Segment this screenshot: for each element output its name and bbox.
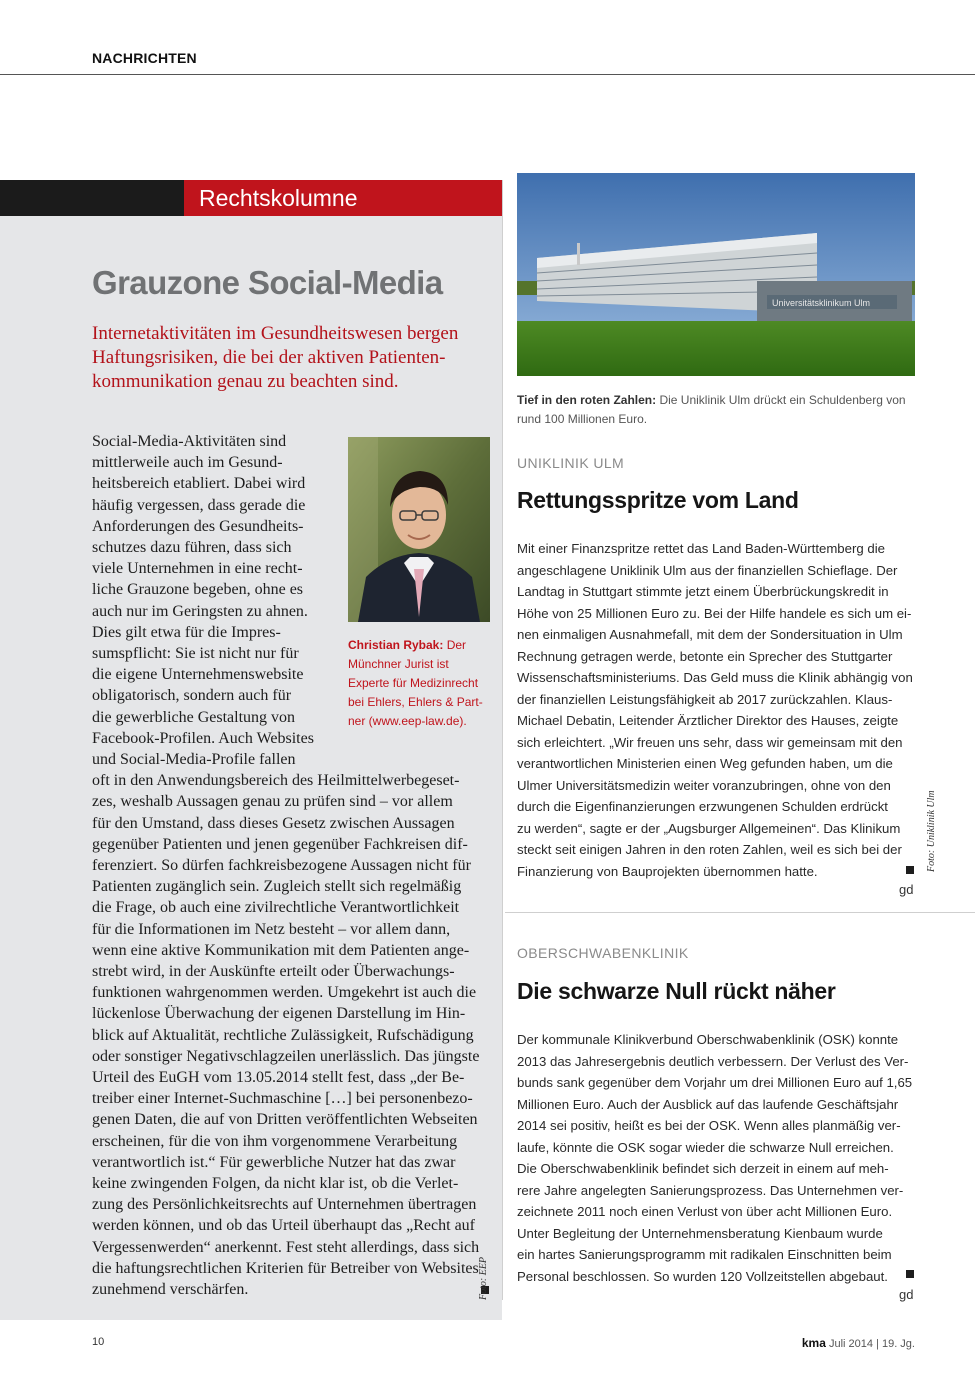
- body-line: Vergessenwerden“ anerkennt. Fest steht allerdings, dass sich: [92, 1238, 480, 1256]
- body-line: lückenlose Überwachung der eigenen Darstellung im Hin-: [92, 1005, 466, 1023]
- lead-line: Haftungsrisiken, die bei der aktiven Patienten-: [92, 347, 446, 368]
- body-line: zung des Persönlichkeitsrechts auf Unternehmen übertragen: [92, 1196, 477, 1214]
- photo-caption: [517, 391, 927, 429]
- page-number: 10: [92, 1336, 105, 1348]
- body-line: obligatorisch, sondern auch für: [92, 687, 292, 705]
- article-lead: [92, 322, 492, 394]
- body-line: Social-Media-Aktivitäten sind: [92, 433, 287, 450]
- body-line: erscheinen, für die von ihm vorgenommene Verarbeitung: [92, 1132, 458, 1150]
- body-line: schutzes dazu führen, dass sich: [92, 539, 292, 556]
- body-line: liche Grauzone begeben, ohne es: [92, 581, 304, 599]
- caption-line: ner (www.eep-law.de).: [348, 714, 467, 728]
- body-line: zes, weshalb Aussagen genau zu prüfen sind – vor allem: [92, 793, 453, 811]
- article-kicker: UNIKLINIK ULM: [517, 455, 625, 471]
- body-line: der finanziellen Leistungsfähigkeit ab 2017 zurückzahlen. Klaus-: [517, 691, 893, 707]
- rubric-bar-black: [0, 180, 184, 216]
- caption-line: Der: [443, 638, 467, 652]
- section-label: NACHRICHTEN: [92, 50, 197, 66]
- body-line: funktionen wahrgenommen werden. Umgekehrt ist auch die: [92, 984, 477, 1002]
- body-line: Unter Begleitung der Unternehmensberatung Kienbaum wurde: [517, 1225, 883, 1241]
- caption-line: Experte für Medizinrecht: [348, 676, 479, 690]
- body-line: steckt seit einigen Jahren in den roten Zahlen, weil es sich bei der: [517, 842, 902, 857]
- article-separator: [505, 912, 975, 913]
- body-line: Ulmer Universitätsmedizin weiter voranzubringen, ohne von den: [517, 777, 891, 793]
- body-line: zunehmend verschärfen.: [92, 1281, 249, 1298]
- caption-text: rund 100 Millionen Euro.: [517, 412, 648, 426]
- body-line: oft in den Anwendungsbereich des Heilmittelwerbegeset-: [92, 772, 460, 790]
- body-line: 2014 sei positiv, heißt es bei der OSK. Wenn alles planmäßig ver-: [517, 1118, 901, 1133]
- column-divider: [502, 180, 503, 1300]
- body-line: Urteil des EuGH vom 13.05.2014 stellt fest, dass „der Be-: [92, 1069, 465, 1086]
- body-line: die eigene Unternehmenswebsite: [92, 666, 304, 684]
- portrait-photo: [348, 437, 490, 622]
- body-line: die Frage, ob auch eine zivilrechtliche Verantwortlichkeit: [92, 899, 460, 917]
- body-line: treiber einer Internet-Suchmaschine […] bei personenbezo-: [92, 1090, 473, 1108]
- article-title: Grauzone Social-Media: [92, 264, 443, 301]
- body-line: Patienten zugänglich sein. Zugleich stellt sich regelmäßig: [92, 878, 462, 896]
- body-line: Höhe von 25 Millionen Euro zu. Bei der Hilfe handele es sich um ei-: [517, 605, 912, 621]
- caption-line: Münchner Jurist ist: [348, 657, 449, 671]
- body-line: oder sonstiger Negativschlagzeilen unerlässlich. Das jüngste: [92, 1047, 480, 1065]
- body-line: Wissenschaftsministeriums. Das Geld muss die Klinik abhängig von: [517, 670, 913, 685]
- header-rule: [0, 74, 975, 75]
- body-line: für die Informationen im Netz besteht – vor allem dann,: [92, 920, 451, 938]
- lead-line: Internetaktivitäten im Gesundheitswesen bergen: [92, 323, 459, 344]
- body-line: häufig vergessen, dass gerade die: [92, 496, 306, 514]
- body-line: die haftungsrechtlichen Kriterien für Betreiber von Websites: [92, 1259, 479, 1277]
- body-line: für den Umstand, dass dieses Gesetz zwischen Aussagen: [92, 814, 455, 832]
- body-line: gegenüber Patienten und jenen gegenüber Fachkreisen dif-: [92, 835, 468, 853]
- body-line: angeschlagene Uniklinik Ulm aus der finanziellen Schieflage. Der: [517, 562, 898, 578]
- article-title: Rettungsspritze vom Land: [517, 487, 799, 513]
- issue-info: Juli 2014 | 19. Jg.: [825, 1338, 915, 1350]
- body-line: die gewerbliche Gestaltung von: [92, 708, 296, 726]
- body-line: durch die Eigenfinanzierungen erzwungenen Schulden erdrückt: [517, 799, 888, 814]
- body-line: verantwortlich ist.“ Für gewerbliche Nutzer hat das zwar: [92, 1153, 456, 1171]
- body-line: viele Unternehmen in eine recht-: [92, 560, 303, 578]
- body-line: blick auf Aktualität, rechtliche Zulässigkeit, Rufschädigung: [92, 1026, 474, 1044]
- body-line: laufe, könnte die OSK sogar wieder die schwarze Null erreichen.: [517, 1139, 894, 1155]
- lead-line: kommunikation genau zu beachten sind.: [92, 371, 399, 392]
- body-line: ein hartes Sanierungsprogramm mit radikalen Einschnitten beim: [517, 1247, 892, 1262]
- article-title: Die schwarze Null rückt näher: [517, 978, 836, 1004]
- body-line: verantwortlichen Ministerien einen Weg gefunden haben, um die: [517, 756, 893, 771]
- body-line: Mit einer Finanzspritze rettet das Land Baden-Württemberg die: [517, 541, 885, 556]
- body-line: Anforderungen des Gesundheits-: [92, 517, 304, 535]
- body-line: rere Jahre angelegten Sanierungsprozess. Das Unternehmen ver-: [517, 1182, 904, 1198]
- end-mark: [906, 866, 914, 874]
- body-line: genen Daten, die auf von Dritten veröffentlichten Webseiten: [92, 1111, 478, 1129]
- brand-logo: kma: [801, 1336, 826, 1350]
- body-line: Die Oberschwabenklinik befindet sich derzeit in einem auf meh-: [517, 1161, 889, 1176]
- body-line: Michael Debatin, Leitender Ärztlicher Direktor des Hauses, zeigte: [517, 713, 899, 728]
- author-signature: gd: [899, 1287, 914, 1302]
- article-kicker: OBERSCHWABENKLINIK: [517, 945, 689, 961]
- footer-issue: [802, 1336, 915, 1350]
- body-line: Finanzierung von Bauprojekten übernommen hatte.: [517, 863, 818, 879]
- portrait-caption: [348, 636, 493, 731]
- body-line: auch nur im Geringsten zu ahnen.: [92, 602, 308, 620]
- body-line: heitsbereich etabliert. Dabei wird: [92, 475, 306, 493]
- caption-bold: Tief in den roten Zahlen:: [517, 393, 657, 407]
- body-line: 2013 das Jahresergebnis deutlich verbessern. Der Verlust des Ver-: [517, 1053, 909, 1069]
- body-line: Dies gilt etwa für die Impres-: [92, 623, 281, 641]
- body-line: und Social-Media-Profile fallen: [92, 751, 296, 768]
- body-line: ferenziert. So dürfen fachkreisbezogene Aussagen nicht für: [92, 857, 471, 874]
- body-line: Rechnung getragen werde, betonte ein Sprecher des Stuttgarter: [517, 648, 893, 664]
- body-line: Der kommunale Klinikverbund Oberschwabenklinik (OSK) konnte: [517, 1032, 899, 1047]
- body-line: Personal beschlossen. So wurden 120 Vollzeitstellen abgebaut.: [517, 1268, 888, 1284]
- body-line: Millionen Euro. Auch der Ausblick auf das laufende Geschäftsjahr: [517, 1096, 899, 1112]
- rubric-label: Rechtskolumne: [199, 185, 358, 211]
- photo-credit: Foto: Uniklinik Ulm: [926, 790, 937, 872]
- end-mark: [906, 1270, 914, 1278]
- photo-sign-text: Universitätsklinikum Ulm: [772, 298, 871, 308]
- caption-name: Christian Rybak:: [348, 638, 444, 652]
- body-line: zeichnete 2011 noch einen Verlust von über acht Millionen Euro.: [517, 1204, 893, 1219]
- body-line: strebt wird, in der Auskünfte erteilt oder Überwachungs-: [92, 963, 455, 980]
- body-line: Facebook-Profilen. Auch Websites: [92, 729, 314, 747]
- caption-text: Die Uniklinik Ulm drückt ein Schuldenberg von: [656, 393, 906, 407]
- body-line: sumspflicht: Sie ist nicht nur für: [92, 645, 299, 662]
- body-line: zu werden“, sagte er der „Augsburger Allgemeinen“. Das Klinikum: [517, 820, 901, 836]
- body-line: nen einmaligen Ausnahmefall, mit dem der Sondersituation in Ulm: [517, 627, 903, 642]
- body-line: mittlerweile auch im Gesund-: [92, 454, 283, 472]
- body-line: wenn eine aktive Kommunikation mit dem Patienten ange-: [92, 941, 470, 959]
- body-line: werden können, und ob das Urteil überhaupt das „Recht auf: [92, 1217, 475, 1235]
- author-signature: gd: [899, 882, 914, 897]
- body-line: bunds sank gegenüber dem Vorjahr um drei Millionen Euro auf 1,65: [517, 1075, 913, 1090]
- photo-credit: Foto: EEP: [478, 1256, 489, 1300]
- body-line: Landtag in Stuttgart stimmte jetzt einem Überbrückungskredit in: [517, 584, 889, 599]
- caption-line: bei Ehlers, Ehlers & Part-: [348, 695, 483, 709]
- body-line: keine zwingenden Folgen, da nicht klar ist, ob die Verlet-: [92, 1175, 459, 1192]
- body-line: sich erleichtert. „Wir freuen uns sehr, dass wir gemeinsam mit den: [517, 734, 903, 750]
- hospital-photo: [517, 173, 915, 376]
